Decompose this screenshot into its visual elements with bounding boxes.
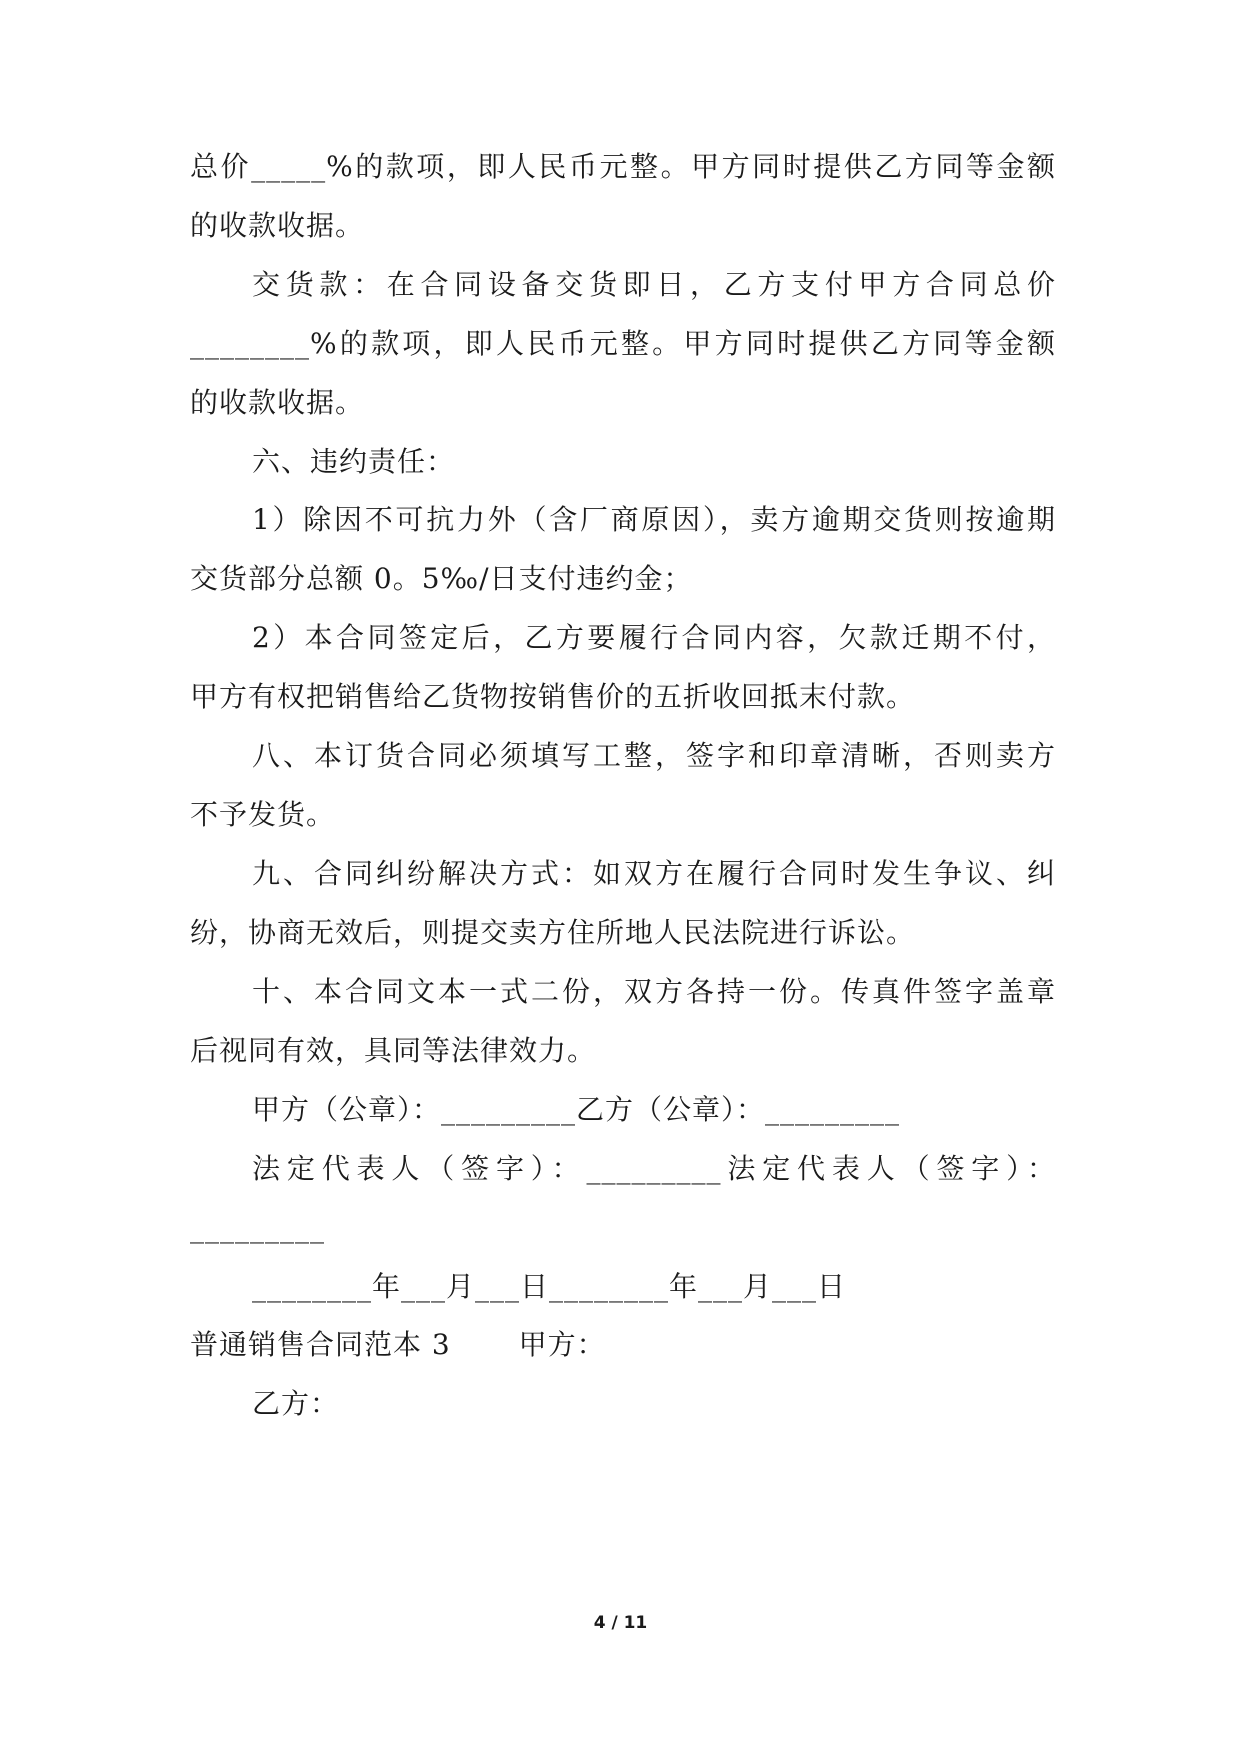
signature-line: 法定代表人（签字）：_________法定代表人（签字）： xyxy=(252,1152,1056,1185)
text-line: 2）本合同签定后，乙方要履行合同内容，欠款迁期不付， xyxy=(252,621,1056,654)
signature-line: 甲方（公章）：_________乙方（公章）：_________ xyxy=(252,1093,901,1126)
signature-line: _________ xyxy=(190,1211,325,1244)
text-line: 的收款收据。 xyxy=(190,386,365,419)
text-line: 交货部分总额 0。5‰/日支付违约金； xyxy=(190,562,693,595)
text-line: 普通销售合同范本 3 甲方： xyxy=(190,1328,606,1361)
text-line: ________%的款项，即人民币元整。甲方同时提供乙方同等金额 xyxy=(190,327,1056,360)
text-line: 的收款收据。 xyxy=(190,209,365,242)
text-line: 八、本订货合同必须填写工整，签字和印章清晰，否则卖方 xyxy=(252,739,1056,772)
text-line: 后视同有效，具同等法律效力。 xyxy=(190,1034,597,1067)
text-line: 总价_____%的款项，即人民币元整。甲方同时提供乙方同等金额 xyxy=(190,150,1056,183)
page-number: 4 / 11 xyxy=(593,1613,648,1633)
text-line: 纷，协商无效后，则提交卖方住所地人民法院进行诉讼。 xyxy=(190,916,916,949)
text-line: 1）除因不可抗力外（含厂商原因），卖方逾期交货则按逾期 xyxy=(252,503,1056,536)
date-line: ________年___月___日________年___月___日 xyxy=(252,1270,847,1303)
section-heading: 六、违约责任： xyxy=(252,445,456,478)
text-line: 甲方有权把销售给乙货物按销售价的五折收回抵末付款。 xyxy=(190,680,916,713)
text-line: 十、本合同文本一式二份，双方各持一份。传真件签字盖章 xyxy=(252,975,1056,1008)
text-line: 乙方： xyxy=(252,1387,340,1420)
text-line: 交货款：在合同设备交货即日，乙方支付甲方合同总价 xyxy=(252,268,1056,301)
text-line: 不予发货。 xyxy=(190,798,336,831)
text-line: 九、合同纠纷解决方式：如双方在履行合同时发生争议、纠 xyxy=(252,857,1056,890)
